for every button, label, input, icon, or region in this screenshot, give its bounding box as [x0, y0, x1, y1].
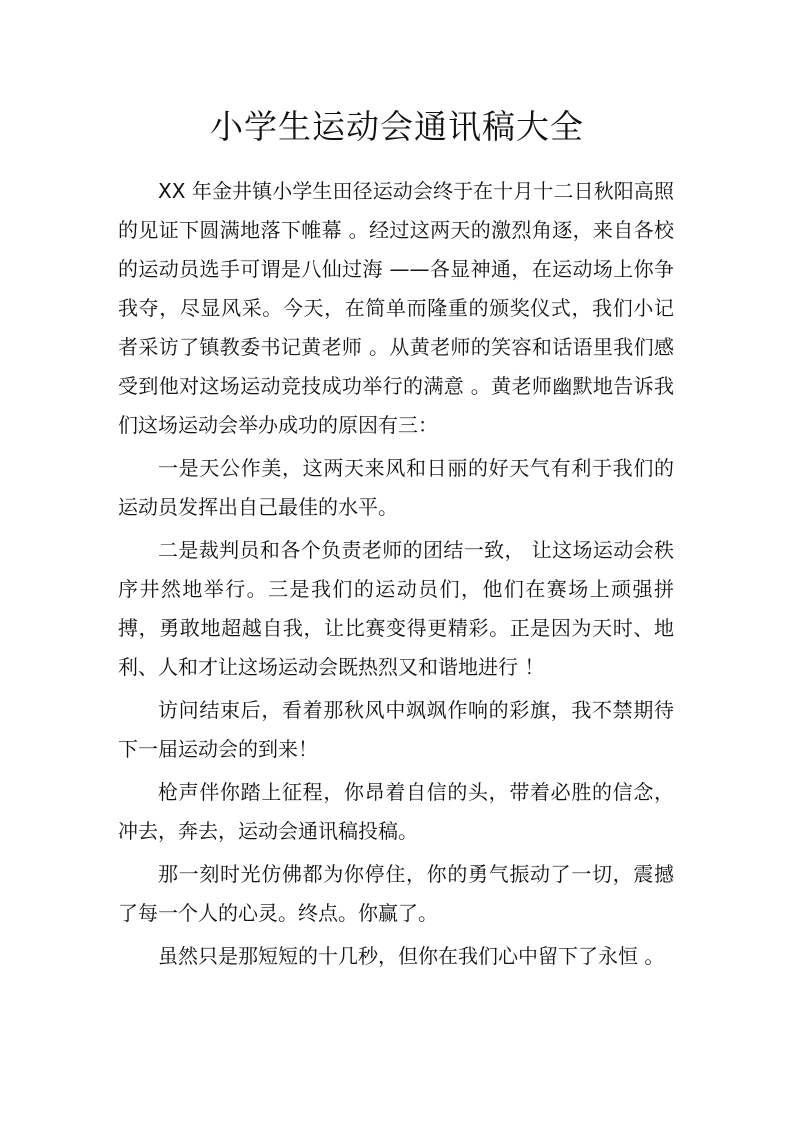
paragraph-gunshot: 枪声伴你踏上征程，你昂着自信的头，带着必胜的信念，冲去，奔去，运动会通讯稿投稿。: [118, 780, 674, 843]
paragraph-interview-end: 访问结束后，看着那秋风中飒飒作响的彩旗，我不禁期待下一届运动会的到来！: [118, 698, 674, 761]
paragraph-moment: 那一刻时光仿佛都为你停住，你的勇气振动了一切，震撼了每一个人的心灵。终点。你赢了。: [118, 862, 674, 925]
document-body: [118, 172, 674, 980]
paragraph-reason-two-three: 二是裁判员和各个负责老师的团结一致， 让这场运动会秩序井然地举行。三是我们的运动员们，他们在赛场上顽强拼搏，勇敢地超越自我，让比赛变得更精彩。正是因为天时、地利、人和才让这场运动会既热烈又和谐地进行 ！: [118, 538, 674, 679]
document-title: 小学生运动会通讯稿大全: [210, 107, 584, 146]
paragraph-reason-one: 一是天公作美，这两天来风和日丽的好天气有利于我们的运动员发挥出自己最佳的水平。: [118, 456, 674, 519]
paragraph-eternity: 虽然只是那短短的十几秒，但你在我们心中留下了永恒 。: [158, 944, 665, 968]
paragraph-intro: XX 年金井镇小学生田径运动会终于在十月十二日秋阳高照的见证下圆满地落下帷幕 。经过这两天的激烈角逐，来自各校的运动员选手可谓是八仙过海 ——各显神通，在运动场上你争我夺，尽显风采。今天，在简单而隆重的颁奖仪式，我们小记者采访了镇教委书记黄老师 。从黄老师的笑容和话语里我们感受到他对这场运动竞技成功举行的满意 。黄老师幽默地告诉我们这场运动会举办成功的原因有三：: [118, 179, 674, 437]
